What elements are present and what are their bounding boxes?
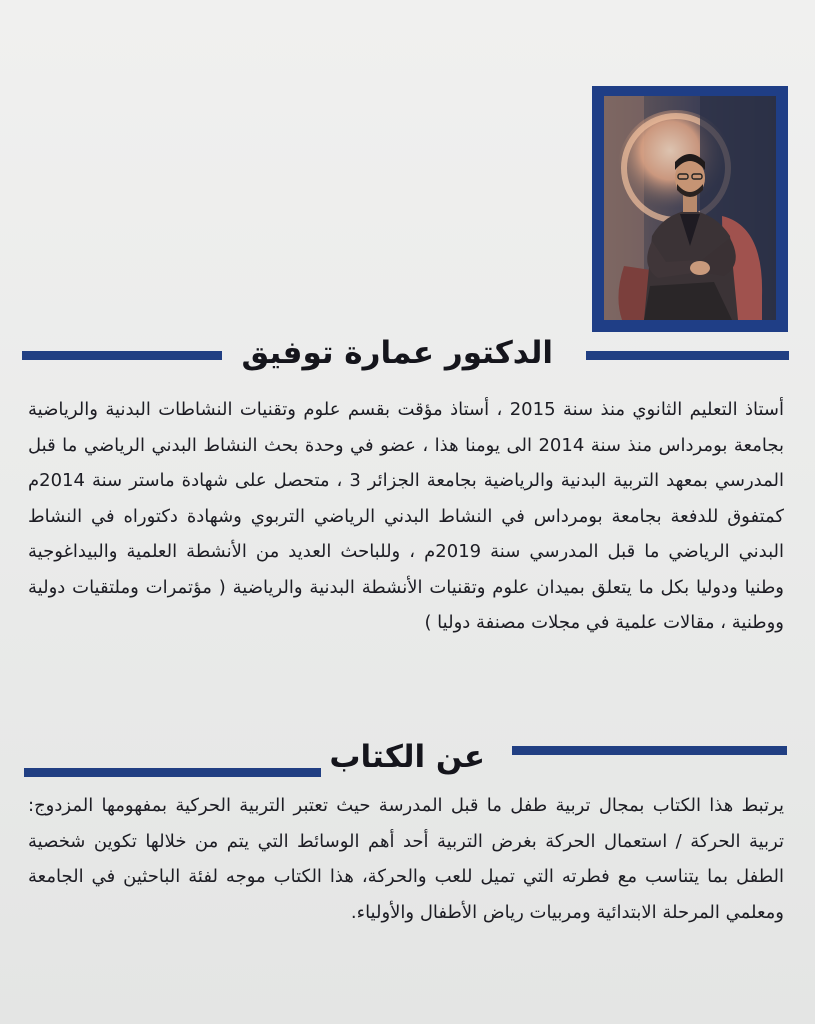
author-photo-frame	[592, 86, 788, 332]
heading-rule-right	[586, 351, 789, 360]
about-book-heading: عن الكتاب	[329, 739, 485, 775]
author-photo	[604, 96, 776, 320]
author-bio: أستاذ التعليم الثانوي منذ سنة 2015 ، أستاذ مؤقت بقسم علوم وتقنيات النشاطات البدنية والرياضية بجامعة بومرداس منذ سنة 2014 الى يومنا هذا ، عضو في وحدة بحث النشاط البدني الرياضي ما قبل المدرسي بمعهد التربية البدنية والرياضية بجامعة الجزائر 3 ، متحصل على شهادة ماستر سنة 2014م كمتفوق للدفعة بجامعة بومرداس في النشاط البدني الرياضي التربوي وشهادة دكتوراه في النشاط البدني الرياضي ما قبل المدرسي سنة 2019م ، وللباحث العديد من الأنشطة العلمية والبيداغوجية وطنيا ودوليا بكل ما يتعلق بميدان علوم وتقنيات الأنشطة البدنية والرياضية ( مؤتمرات وملتقيات دولية ووطنية ، مقالات علمية في مجلات مصنفة دوليا )	[28, 399, 785, 633]
book-description: يرتبط هذا الكتاب بمجال تربية طفل ما قبل المدرسة حيث تعتبر التربية الحركية بمفهومها المزدوج: تربية الحركة / استعمال الحركة بغرض التربية أحد أهم الوسائط التي يتم من خلالها تكوين شخصية الطفل بما يتناسب مع فطرته التي تميل للعب والحركة، هذا الكتاب موجه لفئة الباحثين في الجامعة ومعلمي المرحلة الابتدائية ومربيات رياض الأطفال والأولياء.	[28, 795, 784, 923]
author-name-heading: الدكتور عمارة توفيق	[241, 335, 553, 371]
book-heading-rule-right	[512, 746, 787, 755]
book-heading-rule-left	[24, 768, 321, 777]
author-portrait-image	[604, 96, 776, 320]
heading-rule-left	[22, 351, 222, 360]
